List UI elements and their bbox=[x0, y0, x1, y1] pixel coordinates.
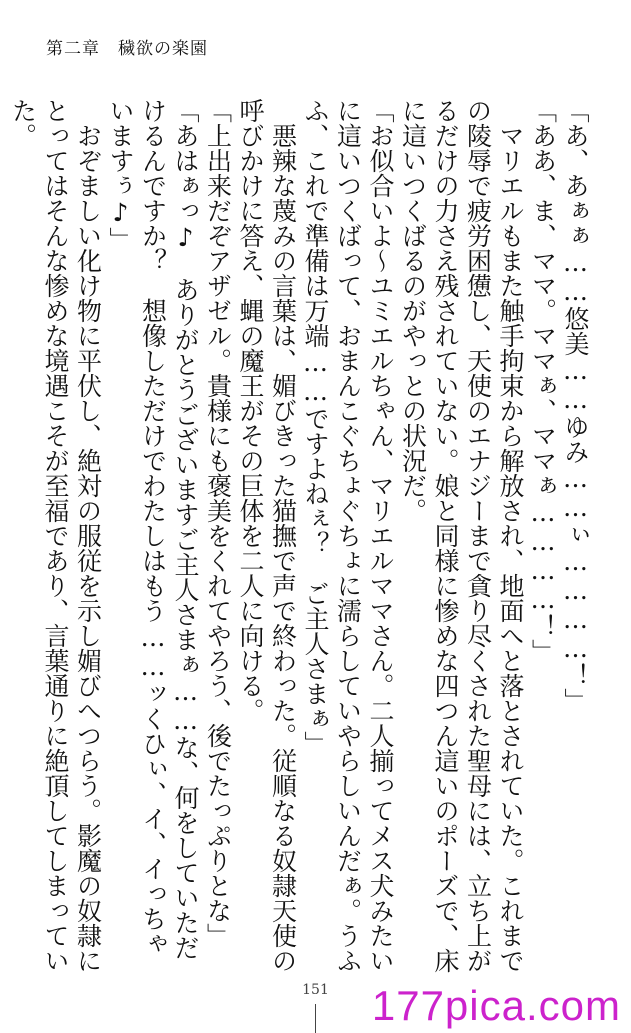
paragraph: 「お似合いよ〜ユミエルちゃん、マリエルママさん。二人揃ってメス犬みたいに這いつくばって、おまんこぐちょぐちょに濡らしていやらしいんだぁ。うふふ、これで準備は万端……ですよねぇ？ ご主人さまぁ」 bbox=[301, 98, 395, 973]
paragraph: 「ああ、ま、ママ。ママぁ、ママぁ…………！」 bbox=[528, 98, 558, 664]
paragraph: マリエルもまた触手拘束から解放され、地面へと落とされていた。これまでの陵辱で疲労困憊し、天使のエナジーまで貪り尽くされた聖母には、立ち上がるだけの力さえ残されていない。娘と同様に惨めな四つん這いのポーズで、床に這いつくばるのがやっとの状況だ。 bbox=[398, 98, 525, 973]
body-text bbox=[8, 98, 591, 978]
running-header: 第二章 穢欲の楽園 bbox=[46, 39, 208, 59]
paragraph: おぞましい化け物に平伏し、絶対の服従を示し媚びへつらう。影魔の奴隷にとってはそんな惨めな境遇こそが至福であり、言葉通りに絶頂してしまっていた。 bbox=[8, 98, 103, 973]
page-number-rule bbox=[315, 1004, 316, 1033]
paragraph: 「あ、あぁぁ……悠美……ゆみ……ぃ…………！」 bbox=[561, 98, 590, 713]
paragraph: 悪辣な蔑みの言葉は、媚びきった猫撫で声で終わった。従順なる奴隷天使の呼びかけに答え、蝿の魔王がその巨体を二人に向ける。 bbox=[236, 98, 298, 973]
page-number: 151 bbox=[302, 982, 329, 998]
paragraph: 「上出来だぞアザゼル。貴様にも褒美をくれてやろう、後でたっぷりとな」 bbox=[203, 98, 233, 948]
watermark: 177pica.com bbox=[371, 982, 621, 1029]
paragraph: 「あはぁっ♪ ありがとうございますご主人さまぁ……な、何をしていただけるんですか？ 想像しただけでわたしはもう……ッくひぃ、イ、イっちゃいますぅ♪」 bbox=[106, 98, 200, 960]
